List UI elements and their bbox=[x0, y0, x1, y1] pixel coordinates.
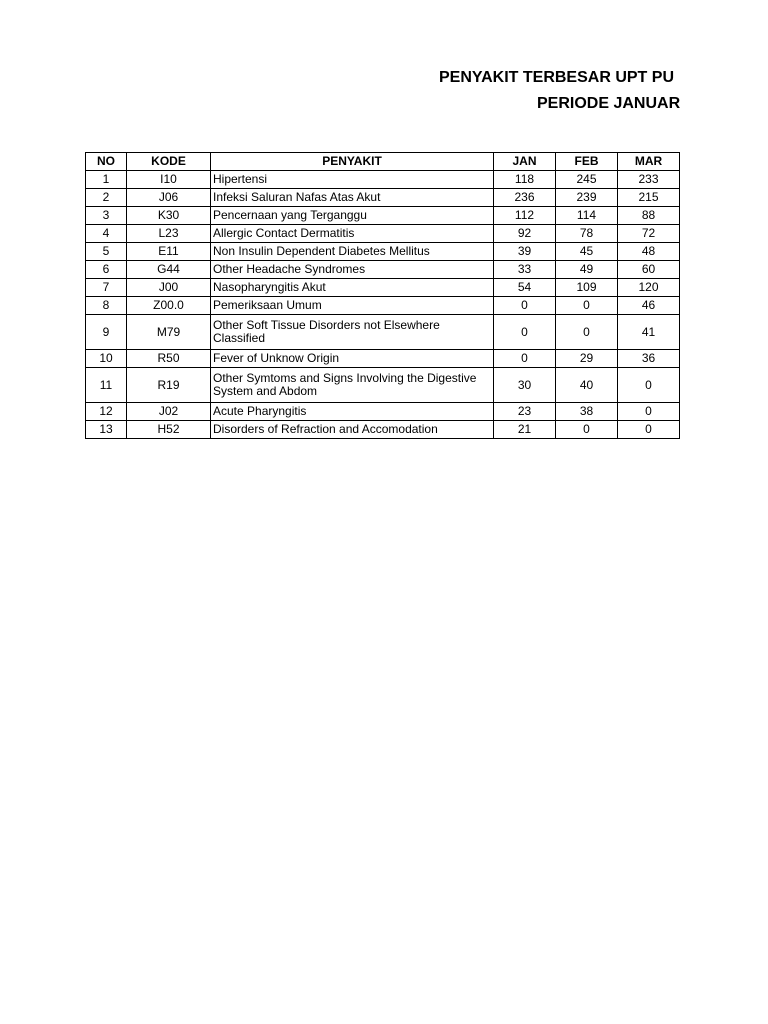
cell-jan: 54 bbox=[494, 279, 556, 297]
cell-penyakit: Pencernaan yang Terganggu bbox=[211, 207, 494, 225]
table-row bbox=[86, 350, 680, 368]
cell-no: 12 bbox=[86, 403, 127, 421]
cell-no: 7 bbox=[86, 279, 127, 297]
cell-mar: 60 bbox=[618, 261, 680, 279]
cell-mar: 0 bbox=[618, 368, 680, 403]
cell-no: 10 bbox=[86, 350, 127, 368]
header-no: NO bbox=[86, 153, 127, 171]
cell-feb: 78 bbox=[556, 225, 618, 243]
cell-kode: J00 bbox=[127, 279, 211, 297]
cell-mar: 41 bbox=[618, 315, 680, 350]
cell-mar: 215 bbox=[618, 189, 680, 207]
cell-mar: 120 bbox=[618, 279, 680, 297]
cell-mar: 88 bbox=[618, 207, 680, 225]
cell-feb: 0 bbox=[556, 315, 618, 350]
cell-penyakit: Other Headache Syndromes bbox=[211, 261, 494, 279]
cell-mar: 48 bbox=[618, 243, 680, 261]
table-row bbox=[86, 279, 680, 297]
cell-feb: 109 bbox=[556, 279, 618, 297]
cell-feb: 40 bbox=[556, 368, 618, 403]
cell-jan: 33 bbox=[494, 261, 556, 279]
title-area bbox=[0, 0, 680, 130]
cell-feb: 114 bbox=[556, 207, 618, 225]
cell-penyakit: Pemeriksaan Umum bbox=[211, 297, 494, 315]
cell-penyakit: Hipertensi bbox=[211, 171, 494, 189]
report-period: PERIODE JANUAR bbox=[537, 95, 680, 112]
cell-kode: Z00.0 bbox=[127, 297, 211, 315]
cell-no: 8 bbox=[86, 297, 127, 315]
cell-jan: 236 bbox=[494, 189, 556, 207]
cell-feb: 0 bbox=[556, 297, 618, 315]
cell-no: 5 bbox=[86, 243, 127, 261]
cell-mar: 0 bbox=[618, 421, 680, 439]
table-row bbox=[86, 421, 680, 439]
table-row bbox=[86, 315, 680, 350]
cell-kode: E11 bbox=[127, 243, 211, 261]
cell-kode: G44 bbox=[127, 261, 211, 279]
cell-mar: 46 bbox=[618, 297, 680, 315]
cell-jan: 30 bbox=[494, 368, 556, 403]
cell-penyakit: Allergic Contact Dermatitis bbox=[211, 225, 494, 243]
cell-jan: 118 bbox=[494, 171, 556, 189]
table-body bbox=[86, 171, 680, 439]
table-row bbox=[86, 297, 680, 315]
cell-jan: 0 bbox=[494, 315, 556, 350]
header-jan: JAN bbox=[494, 153, 556, 171]
cell-jan: 23 bbox=[494, 403, 556, 421]
table-row bbox=[86, 368, 680, 403]
disease-table bbox=[85, 152, 680, 439]
cell-mar: 36 bbox=[618, 350, 680, 368]
table-header-row bbox=[86, 153, 680, 171]
cell-feb: 29 bbox=[556, 350, 618, 368]
cell-penyakit: Other Soft Tissue Disorders not Elsewhere Classified bbox=[211, 315, 494, 350]
cell-feb: 0 bbox=[556, 421, 618, 439]
cell-feb: 239 bbox=[556, 189, 618, 207]
cell-kode: R50 bbox=[127, 350, 211, 368]
cell-no: 6 bbox=[86, 261, 127, 279]
cell-jan: 112 bbox=[494, 207, 556, 225]
cell-feb: 45 bbox=[556, 243, 618, 261]
header-feb: FEB bbox=[556, 153, 618, 171]
cell-no: 13 bbox=[86, 421, 127, 439]
cell-kode: J02 bbox=[127, 403, 211, 421]
cell-no: 4 bbox=[86, 225, 127, 243]
cell-jan: 0 bbox=[494, 297, 556, 315]
header-mar: MAR bbox=[618, 153, 680, 171]
cell-no: 1 bbox=[86, 171, 127, 189]
cell-no: 2 bbox=[86, 189, 127, 207]
cell-no: 3 bbox=[86, 207, 127, 225]
cell-jan: 39 bbox=[494, 243, 556, 261]
table-row bbox=[86, 225, 680, 243]
cell-mar: 72 bbox=[618, 225, 680, 243]
cell-kode: K30 bbox=[127, 207, 211, 225]
cell-feb: 38 bbox=[556, 403, 618, 421]
cell-no: 9 bbox=[86, 315, 127, 350]
cell-feb: 49 bbox=[556, 261, 618, 279]
cell-penyakit: Disorders of Refraction and Accomodation bbox=[211, 421, 494, 439]
cell-no: 11 bbox=[86, 368, 127, 403]
header-penyakit: PENYAKIT bbox=[211, 153, 494, 171]
table-row bbox=[86, 261, 680, 279]
cell-kode: J06 bbox=[127, 189, 211, 207]
cell-kode: M79 bbox=[127, 315, 211, 350]
cell-penyakit: Fever of Unknow Origin bbox=[211, 350, 494, 368]
table-row bbox=[86, 207, 680, 225]
table-row bbox=[86, 243, 680, 261]
cell-penyakit: Other Symtoms and Signs Involving the Digestive System and Abdom bbox=[211, 368, 494, 403]
cell-feb: 245 bbox=[556, 171, 618, 189]
cell-mar: 0 bbox=[618, 403, 680, 421]
cell-jan: 92 bbox=[494, 225, 556, 243]
report-title: PENYAKIT TERBESAR UPT PU bbox=[439, 69, 674, 86]
cell-penyakit: Infeksi Saluran Nafas Atas Akut bbox=[211, 189, 494, 207]
cell-jan: 21 bbox=[494, 421, 556, 439]
table-row bbox=[86, 171, 680, 189]
cell-kode: H52 bbox=[127, 421, 211, 439]
cell-kode: R19 bbox=[127, 368, 211, 403]
cell-penyakit: Acute Pharyngitis bbox=[211, 403, 494, 421]
table-row bbox=[86, 403, 680, 421]
table-row bbox=[86, 189, 680, 207]
header-kode: KODE bbox=[127, 153, 211, 171]
cell-penyakit: Non Insulin Dependent Diabetes Mellitus bbox=[211, 243, 494, 261]
cell-penyakit: Nasopharyngitis Akut bbox=[211, 279, 494, 297]
cell-jan: 0 bbox=[494, 350, 556, 368]
cell-mar: 233 bbox=[618, 171, 680, 189]
cell-kode: I10 bbox=[127, 171, 211, 189]
cell-kode: L23 bbox=[127, 225, 211, 243]
